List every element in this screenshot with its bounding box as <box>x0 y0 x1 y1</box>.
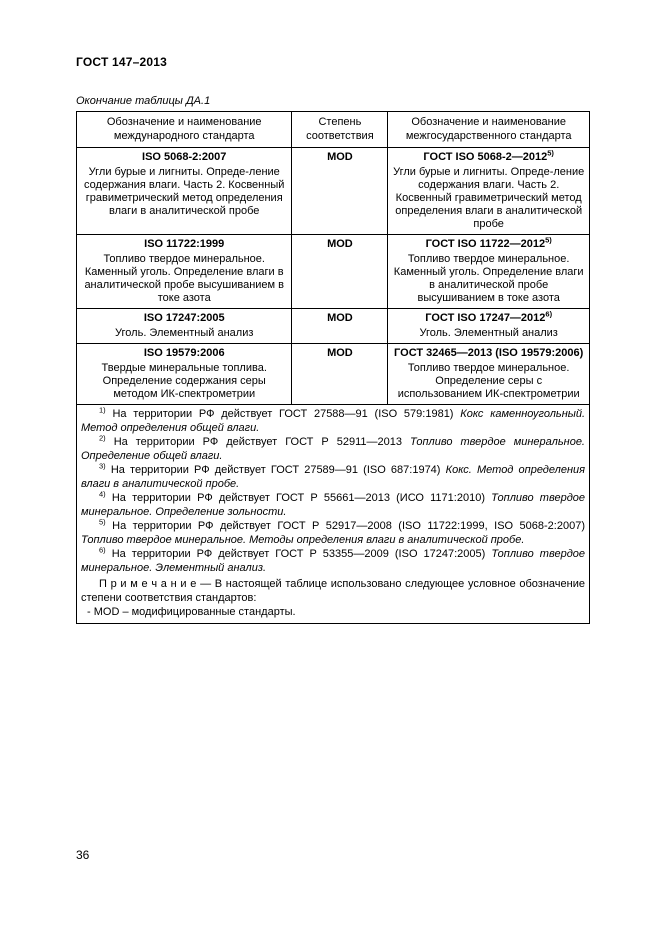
footnote-marker: 3) <box>99 461 106 471</box>
table-header-row <box>77 112 590 148</box>
intl-standard-code: ISO 11722:1999 <box>144 238 225 250</box>
footnotes-cell <box>77 405 590 624</box>
footnote-6: $^{6)}$ На территории РФ действует ГОСТ Р 53355—2009 (ISO 17247:2005) Топливо твердое минеральное. Элементный анализ. <box>81 545 586 574</box>
gost-standard-title: Топливо твердое минеральное. Каменный уголь. Определение влаги в аналитической пробе высушиванием в токе азота <box>393 253 584 304</box>
footnote-1: $^{1)}$ На территории РФ действует ГОСТ 27588—91 (ISO 579:1981) Кокс каменноугольный. Метод определения общей влаги. <box>81 405 586 434</box>
table-row <box>77 309 590 344</box>
intl-standard-cell <box>77 344 292 405</box>
intl-standard-code: ISO 19579:2006 <box>143 347 225 359</box>
gost-standard-code: ГОСТ 32465—2013 (ISO 19579:2006) <box>394 347 584 359</box>
footnote-ref: 6) <box>545 309 553 319</box>
table-row <box>77 235 590 309</box>
intl-standard-title: Топливо твердое минеральное. Каменный уголь. Определение влаги в аналитической пробе высушиванием в токе азота <box>84 253 284 304</box>
intl-standard-title: Угли бурые и лигниты. Опреде-ление содержания влаги. Часть 2. Косвенный гравиметрический метод определения влаги в аналитической пробе <box>84 166 285 217</box>
gost-standard-title: Уголь. Элементный анализ <box>419 327 558 339</box>
table-note <box>81 578 585 605</box>
intl-standard-cell <box>77 309 292 344</box>
footnote-4: $^{4)}$ На территории РФ действует ГОСТ Р 55661—2013 (ИСО 1171:2010) Топливо твердое минеральное. Определение зольности. <box>81 489 586 518</box>
footnote-marker: 5) <box>99 517 106 527</box>
note-item: - MOD – модифицированные стандарты. <box>87 606 296 618</box>
footnote-marker: 1) <box>99 405 106 415</box>
intl-standard-code: ISO 17247:2005 <box>143 312 225 324</box>
gost-standard-cell <box>388 309 590 344</box>
gost-standard-code: ГОСТ ISO 11722—2012$^{5)}$ <box>425 235 552 250</box>
footnote-5: $^{5)}$ На территории РФ действует ГОСТ Р 52917—2008 (ISO 11722:1999, ISO 5068-2:2007) Топливо твердое минеральное. Методы определения влаги в аналитической пробе. <box>81 517 585 546</box>
table-caption: Окончание таблицы ДА.1 <box>76 95 211 107</box>
gost-standard-cell <box>388 148 590 235</box>
table-row <box>77 148 590 235</box>
intl-standard-cell <box>77 148 292 235</box>
degree-cell: MOD <box>292 235 388 309</box>
gost-standard-title: Угли бурые и лигниты. Опреде-ление содержания влаги. Часть 2. Косвенный гравиметрический метод определения влаги в аналитической пробе <box>393 166 585 230</box>
note-label: П р и м е ч а н и е <box>99 578 197 590</box>
footnotes-row <box>77 405 590 624</box>
column-header-degree: Степень соответствия <box>292 112 388 148</box>
standards-equivalence-table <box>76 111 590 624</box>
footnote-ref: 5) <box>545 235 552 245</box>
footnote-3: $^{3)}$ На территории РФ действует ГОСТ 27589—91 (ISO 687:1974) Кокс. Метод определения влаги в аналитической пробе. <box>81 461 586 490</box>
page-number: 36 <box>76 848 90 862</box>
intl-standard-title: Уголь. Элементный анализ <box>115 327 254 339</box>
gost-standard-code: ГОСТ ISO 17247—2012$^{6)}$ <box>425 309 553 324</box>
degree-cell: MOD <box>292 344 388 405</box>
document-header: ГОСТ 147–2013 <box>76 55 168 69</box>
gost-standard-code: ГОСТ ISO 5068-2—2012$^{5)}$ <box>423 148 554 163</box>
gost-standard-title: Топливо твердое минеральное. Определение серы с использованием ИК-спектрометрии <box>397 362 580 400</box>
intl-standard-code: ISO 5068-2:2007 <box>142 151 227 163</box>
footnote-marker: 6) <box>99 545 106 555</box>
note-text: — В настоящей таблице использовано следующее условное обозначение степени соответствия стандартов: <box>81 578 585 604</box>
column-header-gost-standard: Обозначение и наименование межгосударственного стандарта <box>388 112 590 148</box>
degree-cell: MOD <box>292 309 388 344</box>
table-row <box>77 344 590 405</box>
intl-standard-title: Твердые минеральные топлива. Определение содержания серы методом ИК-спектрометрии <box>101 362 267 400</box>
footnote-marker: 4) <box>99 489 106 499</box>
footnote-ref: 5) <box>547 148 554 158</box>
gost-standard-cell <box>388 235 590 309</box>
degree-cell: MOD <box>292 148 388 235</box>
footnote-marker: 2) <box>99 433 106 443</box>
column-header-intl-standard: Обозначение и наименование международного стандарта <box>77 112 292 148</box>
footnote-2: $^{2)}$ На территории РФ действует ГОСТ Р 52911—2013 Топливо твердое минеральное. Определение общей влаги. <box>81 433 585 462</box>
gost-standard-cell <box>388 344 590 405</box>
intl-standard-cell <box>77 235 292 309</box>
